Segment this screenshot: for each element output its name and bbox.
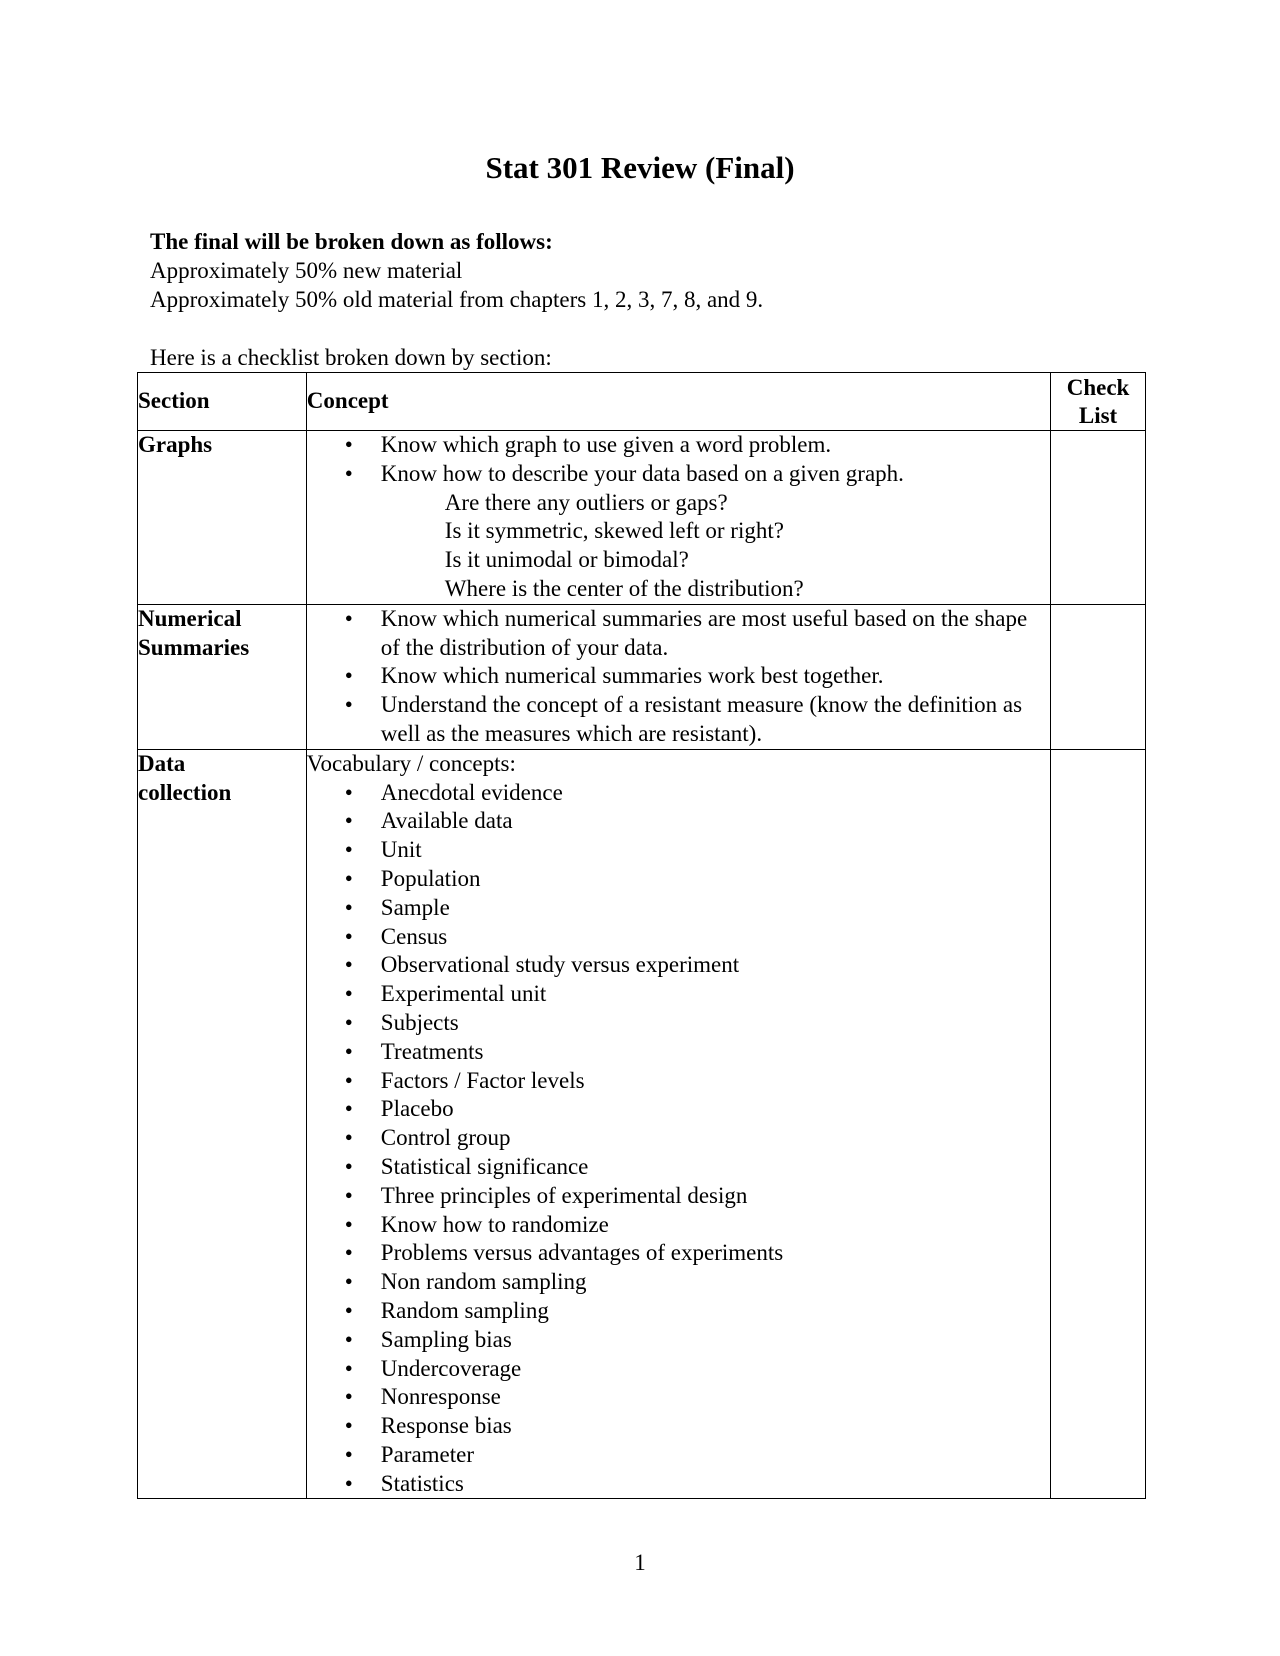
data-collection-bullet-list — [307, 779, 1050, 1499]
bullet-icon: • — [344, 1240, 353, 1266]
list-item: • Know which graph to use given a word problem. — [307, 431, 1050, 460]
table-row-numerical-summaries — [138, 604, 1146, 749]
check-cell-graphs[interactable] — [1051, 431, 1146, 605]
bullet-icon: • — [344, 952, 353, 978]
list-item: • Statistics — [307, 1470, 1050, 1499]
bullet-icon: • — [344, 1153, 353, 1179]
concept-data-collection — [306, 749, 1050, 1499]
graphs-bullet-list — [307, 431, 1050, 489]
concept-numerical-summaries — [306, 604, 1050, 749]
list-item: • Know which numerical summaries work best together. — [307, 662, 1050, 691]
list-item: • Census — [307, 923, 1050, 952]
list-item: • Know which numerical summaries are most useful based on the shape of the distribution of your data. — [344, 605, 1028, 660]
list-item: • Non random sampling — [307, 1268, 1050, 1297]
list-item: • Understand the concept of a resistant measure (know the definition as well as the measures which are resistant). — [344, 692, 1023, 746]
list-item: • Three principles of experimental design — [307, 1182, 1050, 1211]
list-item: • Sampling bias — [307, 1326, 1050, 1355]
list-item: • Response bias — [307, 1412, 1050, 1441]
list-item: • Random sampling — [307, 1297, 1050, 1326]
intro-line-checklist: Here is a checklist broken down by section: — [150, 345, 552, 370]
bullet-icon: • — [344, 1355, 353, 1381]
bullet-icon: • — [344, 1067, 353, 1093]
numerical-bullet-list — [307, 605, 1050, 749]
vocabulary-lead: Vocabulary / concepts: — [306, 750, 516, 776]
list-item: • Subjects — [307, 1009, 1050, 1038]
list-item: • Anecdotal evidence — [307, 779, 1050, 808]
bullet-icon: • — [344, 923, 353, 949]
bullet-icon: • — [344, 1326, 353, 1352]
list-item: • Undercoverage — [307, 1355, 1050, 1384]
graphs-subitem: Is it symmetric, skewed left or right? — [444, 518, 784, 544]
header-section: Section — [138, 373, 307, 431]
bullet-icon: • — [344, 981, 353, 1007]
intro-block — [150, 227, 763, 372]
page-title: Stat 301 Review (Final) — [485, 150, 795, 185]
bullet-icon: • — [344, 1182, 353, 1208]
bullet-icon: • — [344, 1269, 353, 1295]
bullet-icon: • — [344, 837, 353, 863]
checklist-table — [137, 372, 1146, 1499]
intro-heading: The final will be broken down as follows: — [150, 229, 553, 254]
list-item: • Nonresponse — [307, 1383, 1050, 1412]
list-item: • Know how to describe your data based on a given graph. — [307, 460, 1050, 489]
list-item: • Parameter — [307, 1441, 1050, 1470]
bullet-icon: • — [344, 1125, 353, 1151]
bullet-icon: • — [344, 1211, 353, 1237]
bullet-icon: • — [344, 1470, 353, 1496]
list-item: • Factors / Factor levels — [307, 1067, 1050, 1096]
section-graphs: Graphs — [138, 431, 307, 605]
list-item: • Control group — [307, 1124, 1050, 1153]
list-item: • Problems versus advantages of experiments — [307, 1239, 1050, 1268]
section-data-collection: Data collection — [138, 749, 307, 1499]
table-header-row — [138, 373, 1146, 431]
header-check-list — [1051, 373, 1146, 431]
bullet-icon: • — [344, 605, 353, 631]
graphs-subitem: Is it unimodal or bimodal? — [444, 547, 689, 573]
bullet-icon: • — [344, 432, 353, 457]
list-item: • Observational study versus experiment — [307, 951, 1050, 980]
intro-line-new-material: Approximately 50% new material — [150, 258, 463, 283]
list-item: • Unit — [307, 836, 1050, 865]
list-item: • Sample — [307, 894, 1050, 923]
page-number: 1 — [634, 1550, 646, 1575]
bullet-icon: • — [344, 663, 353, 689]
check-cell-numerical-summaries[interactable] — [1051, 604, 1146, 749]
list-item: • Experimental unit — [307, 980, 1050, 1009]
table-row-graphs — [138, 431, 1146, 605]
bullet-icon: • — [344, 1009, 353, 1035]
bullet-icon: • — [344, 1297, 353, 1323]
bullet-icon: • — [344, 865, 353, 891]
section-numerical-summaries: Numerical Summaries — [138, 604, 307, 749]
header-concept: Concept — [306, 373, 1050, 431]
graphs-subitem: Are there any outliers or gaps? — [444, 489, 728, 515]
list-item: • Population — [307, 865, 1050, 894]
bullet-icon: • — [344, 894, 353, 920]
graphs-subitem: Where is the center of the distribution? — [444, 575, 804, 601]
list-item: • Know how to randomize — [307, 1211, 1050, 1240]
bullet-icon: • — [344, 1441, 353, 1467]
list-item: • Treatments — [307, 1038, 1050, 1067]
bullet-icon: • — [344, 1038, 353, 1064]
list-item: • Placebo — [307, 1095, 1050, 1124]
intro-line-old-material: Approximately 50% old material from chapters 1, 2, 3, 7, 8, and 9. — [150, 287, 764, 312]
bullet-icon: • — [344, 1413, 353, 1439]
bullet-icon: • — [344, 460, 353, 486]
bullet-icon: • — [344, 808, 353, 834]
header-check-line2: List — [1078, 402, 1118, 428]
bullet-icon: • — [344, 1096, 353, 1122]
header-check-line1: Check — [1066, 374, 1130, 400]
list-item: • Statistical significance — [307, 1153, 1050, 1182]
bullet-icon: • — [344, 779, 353, 805]
list-item: • Available data — [307, 807, 1050, 836]
table-row-data-collection — [138, 749, 1146, 1499]
bullet-icon: • — [344, 1384, 353, 1410]
bullet-icon: • — [344, 692, 353, 718]
concept-graphs — [306, 431, 1050, 605]
check-cell-data-collection[interactable] — [1051, 749, 1146, 1499]
